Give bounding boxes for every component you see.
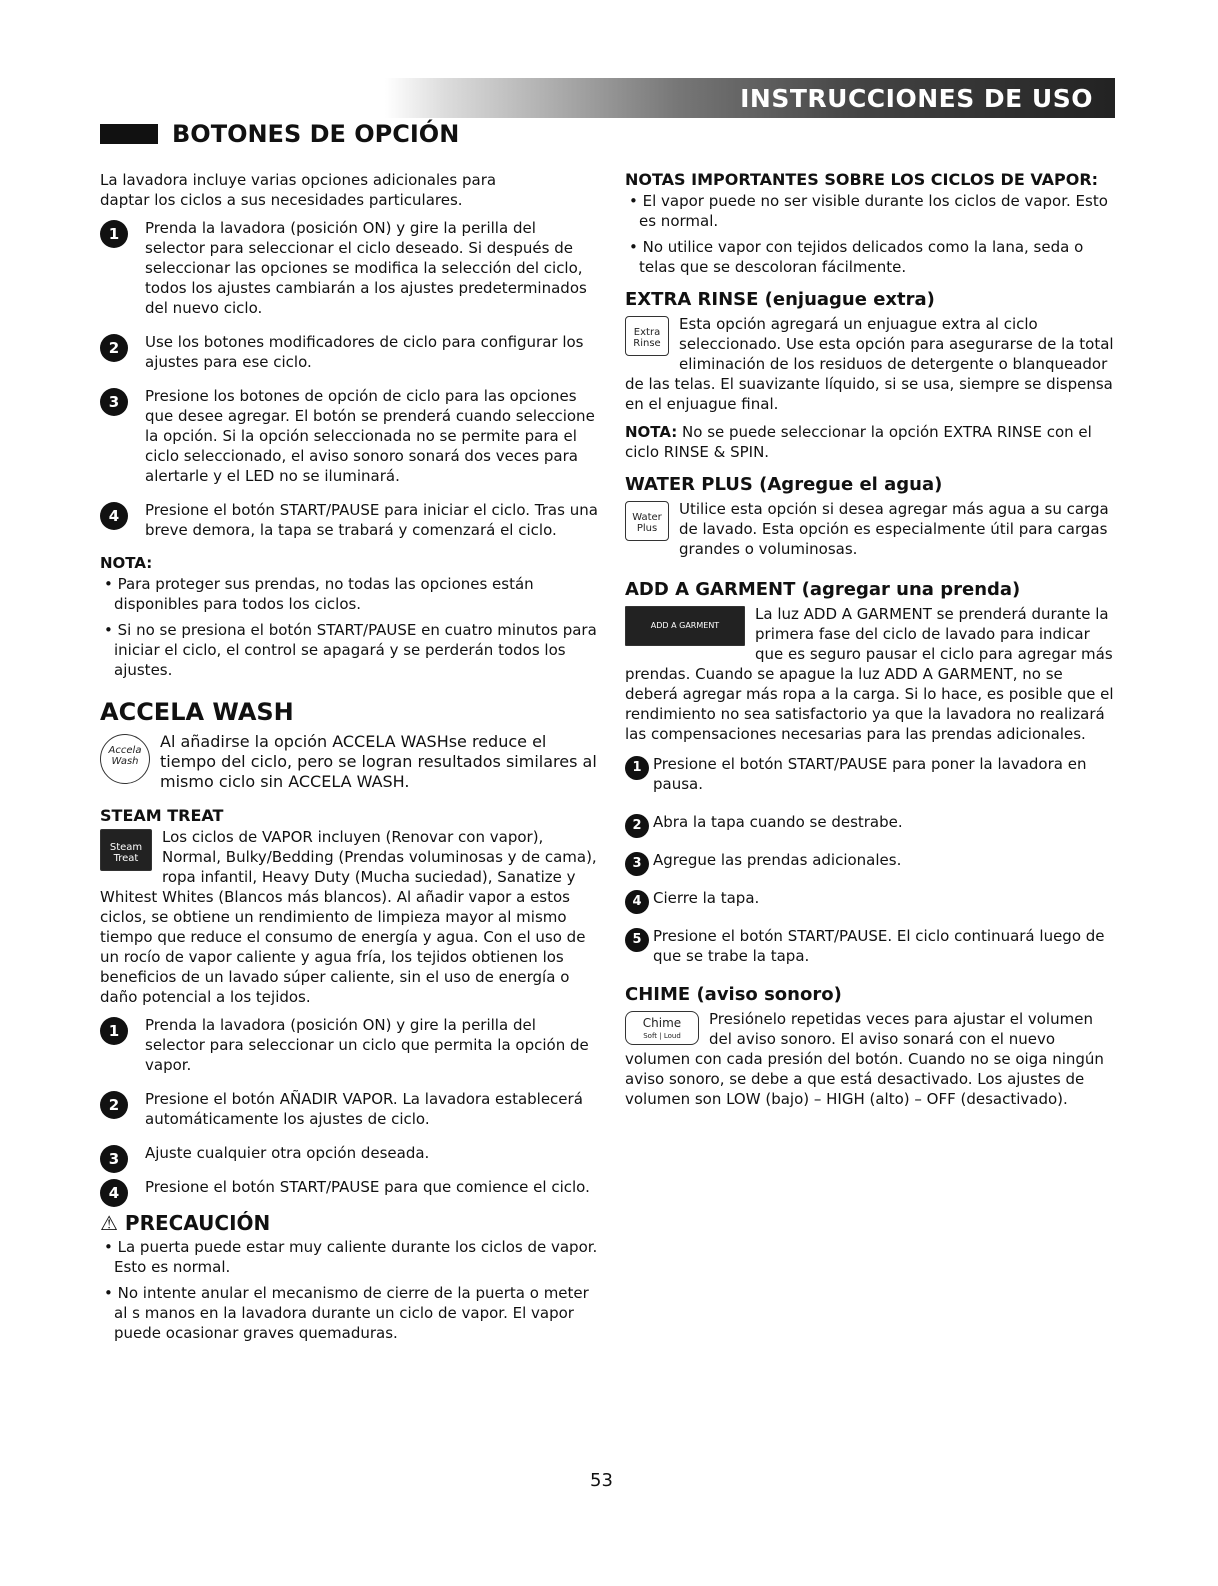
- accela-text: Al añadirse la opción ACCELA WASHse reduce el tiempo del ciclo, pero se logran resultados similares al mismo ciclo sin ACCELA WASH.: [160, 732, 597, 791]
- step-text: Agregue las prendas adicionales.: [653, 851, 902, 869]
- step-number: 4: [100, 502, 128, 530]
- step-number: 3: [625, 852, 649, 876]
- water-plus-icon: [625, 501, 669, 541]
- steam-treat-icon: [100, 829, 152, 871]
- step-text: Abra la tapa cuando se destrabe.: [653, 813, 903, 831]
- step-number: 2: [100, 334, 128, 362]
- step-item: [100, 500, 600, 540]
- option-steps: [100, 218, 600, 540]
- step-number: 2: [625, 814, 649, 838]
- step-number: 3: [100, 1145, 128, 1173]
- section-title: [100, 120, 459, 148]
- step-text: Presione el botón AÑADIR VAPOR. La lavadora establecerá automáticamente los ajustes de ciclo.: [145, 1090, 583, 1128]
- step-item: [100, 1015, 600, 1075]
- section-title-text: BOTONES DE OPCIÓN: [172, 120, 460, 148]
- header-banner: [385, 78, 1115, 118]
- step-number: 1: [625, 756, 649, 780]
- extra-rinse-title: EXTRA RINSE (enjuague extra): [625, 289, 935, 310]
- add-garment-title: ADD A GARMENT (agregar una prenda): [625, 579, 1021, 600]
- intro-text: La lavadora incluye varias opciones adicionales para daptar los ciclos a sus necesidades particulares.: [100, 171, 497, 209]
- step-number: 2: [100, 1091, 128, 1119]
- step-text: Cierre la tapa.: [653, 889, 760, 907]
- step-item: [625, 754, 1115, 794]
- caution-item: • No intente anular el mecanismo de cierre de la puerta o meter al s manos en la lavadora durante un ciclo de vapor. El vapor puede ocasionar graves quemaduras.: [104, 1284, 589, 1342]
- water-plus-title: WATER PLUS (Agregue el agua): [625, 474, 943, 495]
- add-garment-icon-label: ADD A GARMENT: [650, 621, 720, 630]
- water-plus-text: Utilice esta opción si desea agregar más agua a su carga de lavado. Esta opción es especialmente útil para cargas grandes o voluminosas.: [679, 500, 1109, 558]
- steam-title: STEAM TREAT: [100, 806, 224, 825]
- chime-text: Presiónelo repetidas veces para ajustar el volumen del aviso sonoro. El aviso sonará con el nuevo volumen con cada presión del botón. Cuando no se oiga ningún aviso sonoro, se debe a que está desactivado. Los ajustes de volumen son LOW (bajo) – HIGH (alto) – OFF (desactivado).: [625, 1010, 1104, 1108]
- step-number: 1: [100, 1017, 128, 1045]
- title-block: [100, 124, 158, 144]
- step-text: Presione el botón START/PAUSE. El ciclo continuará luego de que se trabe la tapa.: [653, 927, 1105, 965]
- step-item: [100, 1177, 600, 1202]
- step-item: [625, 850, 1115, 870]
- steam-notes-title: NOTAS IMPORTANTES SOBRE LOS CICLOS DE VAPOR:: [625, 170, 1099, 189]
- step-item: [100, 332, 600, 372]
- note-text: No se puede seleccionar la opción EXTRA RINSE con el ciclo RINSE & SPIN.: [625, 423, 1092, 461]
- steam-text: Los ciclos de VAPOR incluyen (Renovar con vapor), Normal, Bulky/Bedding (Prendas voluminosas y de cama), ropa infantil, Heavy Duty (Mucha suciedad), Sanatize y Whitest Whites (Blancos más blancos). Al añadir vapor a estos ciclos, se obtiene un rendimiento de limpieza mayor al mismo tiempo que reduce el consumo de energía y agua. Con el uso de un rocío de vapor caliente y agua fría, los tejidos obtienen los beneficios de un lavado súper caliente, sin el uso de energía o daño potencial a los tejidos.: [100, 828, 597, 1006]
- step-item: [625, 812, 1115, 832]
- step-item: [625, 888, 1115, 908]
- nota-item: • Para proteger sus prendas, no todas las opciones están disponibles para todos los ciclos.: [104, 575, 534, 613]
- nota-item: • Si no se presiona el botón START/PAUSE en cuatro minutos para iniciar el ciclo, el control se apagará y se perderán todos los ajustes.: [104, 621, 597, 679]
- step-number: 3: [100, 388, 128, 416]
- step-item: [625, 926, 1115, 966]
- banner-text: INSTRUCCIONES DE USO: [740, 84, 1093, 113]
- note-label: NOTA:: [625, 423, 678, 441]
- caution-item: • La puerta puede estar muy caliente durante los ciclos de vapor. Esto es normal.: [104, 1238, 598, 1276]
- chime-icon-sub: Soft | Loud: [643, 1032, 681, 1040]
- step-number: 4: [625, 890, 649, 914]
- extra-rinse-note: [625, 422, 1115, 462]
- page-number: 53: [590, 1470, 613, 1491]
- chime-icon-label: Chime: [642, 1016, 682, 1030]
- step-number: 1: [100, 220, 128, 248]
- add-garment-icon: [625, 606, 745, 646]
- step-item: [100, 386, 600, 486]
- step-number: 5: [625, 928, 649, 952]
- accela-title: ACCELA WASH: [100, 698, 294, 726]
- warning-icon: ⚠: [100, 1211, 125, 1235]
- chime-title: CHIME (aviso sonoro): [625, 984, 842, 1005]
- extra-rinse-icon: [625, 316, 669, 356]
- caution-title-text: PRECAUCIÓN: [124, 1211, 271, 1235]
- step-text: Prenda la lavadora (posición ON) y gire la perilla del selector para seleccionar el ciclo deseado. Si después de seleccionar las opciones se modifica la selección del ciclo, todos los ajustes cambiarán a los ajustes predeterminados del nuevo ciclo.: [145, 219, 587, 317]
- step-text: Presione los botones de opción de ciclo para las opciones que desee agregar. El botón se prenderá cuando seleccione la opción. Si la opción seleccionada no se permite para el ciclo seleccionado, el aviso sonoro sonará dos veces para alertarle y el LED no se iluminará.: [145, 387, 595, 485]
- steam-note-item: • No utilice vapor con tejidos delicados como la lana, seda o telas que se descoloran fácilmente.: [629, 238, 1084, 276]
- step-item: [100, 218, 600, 318]
- accela-wash-icon: [100, 734, 150, 784]
- steam-steps: [100, 1015, 600, 1202]
- step-number: 4: [100, 1179, 128, 1207]
- nota-label: NOTA:: [100, 554, 153, 572]
- extra-rinse-text: Esta opción agregará un enjuague extra al ciclo seleccionado. Use esta opción para asegurarse de la total eliminación de los residuos de detergente o blanqueador de las telas. El suavizante líquido, si se usa, siempre se dispensa en el enjuague final.: [625, 315, 1114, 413]
- step-text: Use los botones modificadores de ciclo para configurar los ajustes para ese ciclo.: [145, 333, 584, 371]
- caution-title: [100, 1211, 600, 1235]
- right-column: [625, 170, 1115, 1117]
- step-text: Presione el botón START/PAUSE para que comience el ciclo.: [145, 1178, 590, 1196]
- add-garment-text: La luz ADD A GARMENT se prenderá durante la primera fase del ciclo de lavado para indicar que es seguro pausar el ciclo para agregar más prendas. Cuando se apague la luz ADD A GARMENT, no se deberá agregar más ropa a la carga. Si lo hace, es posible que el rendimiento no sea satisfactorio ya que la lavadora no realizará las compensaciones necesarias para las prendas adicionales.: [625, 605, 1114, 743]
- chime-icon: [625, 1011, 699, 1045]
- step-item: [100, 1089, 600, 1129]
- water-plus-icon-label: Water Plus: [632, 512, 662, 534]
- step-text: Presione el botón START/PAUSE para poner la lavadora en pausa.: [653, 755, 1087, 793]
- accela-icon-label: Accela Wash: [108, 745, 142, 767]
- add-garment-steps: [625, 754, 1115, 966]
- step-text: Ajuste cualquier otra opción deseada.: [145, 1144, 430, 1162]
- step-text: Presione el botón START/PAUSE para iniciar el ciclo. Tras una breve demora, la tapa se trabará y comenzará el ciclo.: [145, 501, 598, 539]
- step-text: Prenda la lavadora (posición ON) y gire la perilla del selector para seleccionar un ciclo que permita la opción de vapor.: [145, 1016, 589, 1074]
- steam-note-item: • El vapor puede no ser visible durante los ciclos de vapor. Esto es normal.: [629, 192, 1108, 230]
- step-item: [100, 1143, 600, 1168]
- extra-rinse-icon-label: Extra Rinse: [633, 327, 661, 349]
- steam-icon-label: Steam Treat: [109, 842, 143, 864]
- left-column: [100, 170, 600, 1349]
